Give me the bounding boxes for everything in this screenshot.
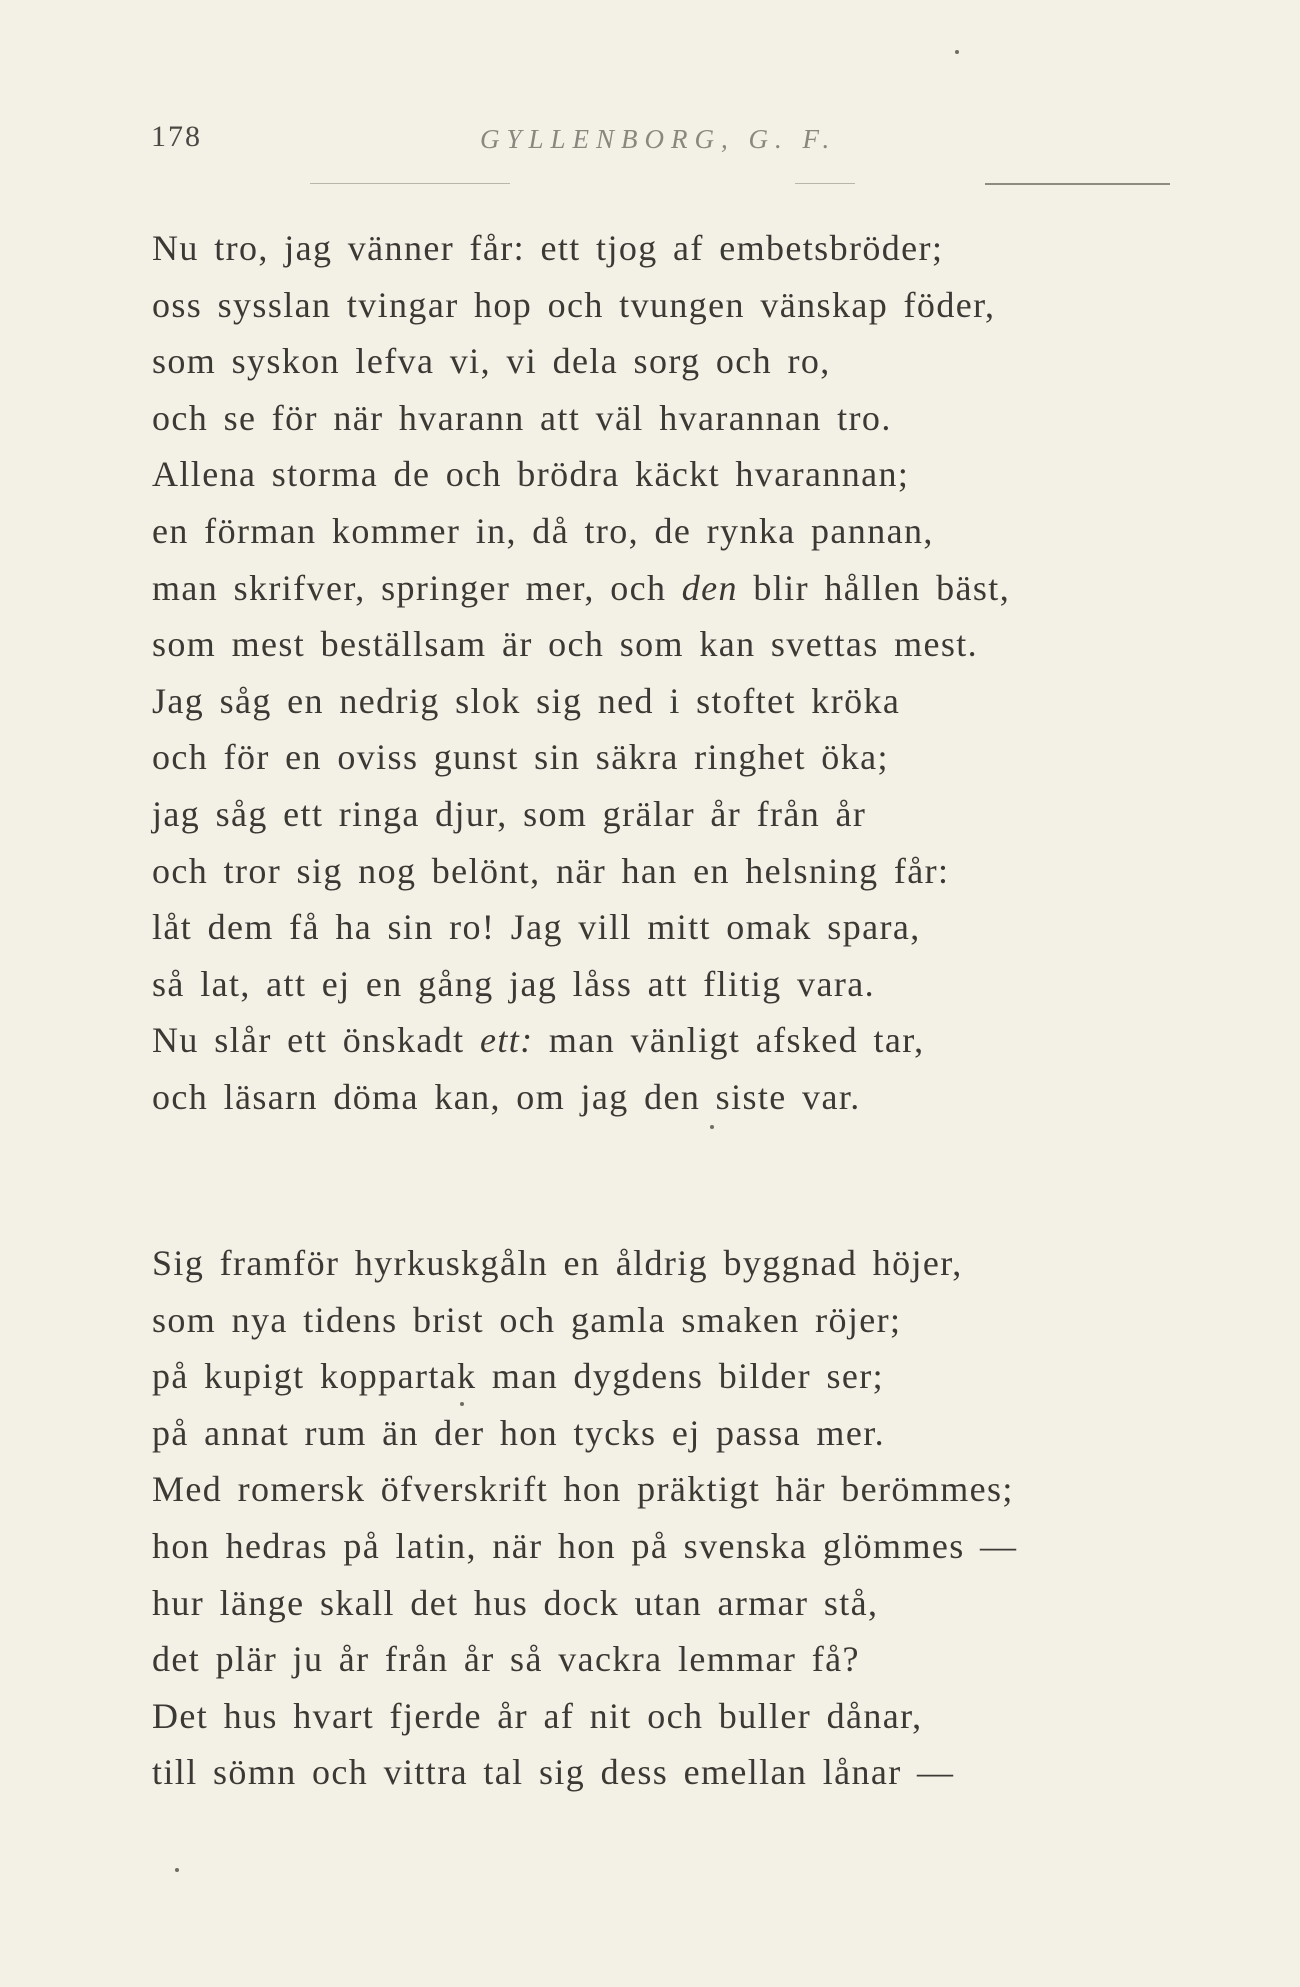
verse-line: och tror sig nog belönt, när han en helsning får: <box>152 850 950 891</box>
verse-line: Allena storma de och brödra käckt hvarannan; <box>152 454 910 495</box>
verse-line: på annat rum än der hon tycks ej passa mer. <box>152 1412 886 1453</box>
verse-line: hon hedras på latin, när hon på svenska glömmes — <box>152 1525 1018 1566</box>
emphasized-word: den <box>681 567 738 608</box>
paper-speck <box>175 1868 179 1872</box>
verse-line: till sömn och vittra tal sig dess emellan lånar — <box>152 1752 955 1793</box>
verse-line: och läsarn döma kan, om jag den siste var. <box>152 1076 861 1117</box>
running-head: GYLLENBORG, G. F. <box>480 124 837 154</box>
header-rule <box>985 183 1170 185</box>
verse-line: oss sysslan tvingar hop och tvungen vänskap föder, <box>152 284 996 325</box>
verse-line: på kupigt koppartak man dygdens bilder ser; <box>152 1356 885 1397</box>
verse-line: jag såg ett ringa djur, som grälar år från år <box>152 793 867 834</box>
verse-line: Med romersk öfverskrift hon präktigt här berömmes; <box>152 1469 1014 1510</box>
header-rule <box>310 183 510 184</box>
verse-line: och för en oviss gunst sin säkra ringhet öka; <box>152 737 889 778</box>
paper-speck <box>955 50 959 54</box>
verse-line: en förman kommer in, då tro, de rynka pannan, <box>152 510 934 551</box>
verse-line: Nu tro, jag vänner får: ett tjog af embetsbröder; <box>152 228 944 268</box>
verse-line: låt dem få ha sin ro! Jag vill mitt omak spara, <box>152 907 921 948</box>
verse-line: som nya tidens brist och gamla smaken röjer; <box>152 1299 902 1340</box>
verse-text: man skrifver, springer mer, och <box>152 567 682 608</box>
emphasized-word: ett: <box>479 1020 534 1061</box>
verse-text: man vänligt afsked tar, <box>533 1020 925 1061</box>
verse-line: och se för när hvarann att väl hvarannan tro. <box>152 397 892 438</box>
verse-line <box>152 560 1010 617</box>
stanza <box>152 1235 1017 1801</box>
stanza <box>152 220 1010 1126</box>
verse-text: blir hållen bäst, <box>737 567 1011 608</box>
verse-line: Sig framför hyrkuskgåln en åldrig byggnad höjer, <box>152 1243 963 1283</box>
verse-line: som syskon lefva vi, vi dela sorg och ro, <box>152 341 831 382</box>
verse-line: som mest beställsam är och som kan svettas mest. <box>152 624 979 665</box>
paper-speck <box>460 1402 464 1406</box>
verse-line: Jag såg en nedrig slok sig ned i stoftet kröka <box>152 680 901 721</box>
verse-line: det plär ju år från år så vackra lemmar få? <box>152 1639 860 1680</box>
verse-line: så lat, att ej en gång jag låss att flitig vara. <box>152 963 875 1004</box>
paper-speck <box>710 1125 714 1129</box>
verse-line <box>152 1012 1010 1069</box>
header-rule <box>795 183 855 184</box>
verse-line: Det hus hvart fjerde år af nit och buller dånar, <box>152 1695 923 1736</box>
verse-text: Nu slår ett önskadt <box>152 1020 480 1061</box>
page-number: 178 <box>151 120 202 153</box>
verse-line: hur länge skall det hus dock utan armar stå, <box>152 1582 879 1623</box>
